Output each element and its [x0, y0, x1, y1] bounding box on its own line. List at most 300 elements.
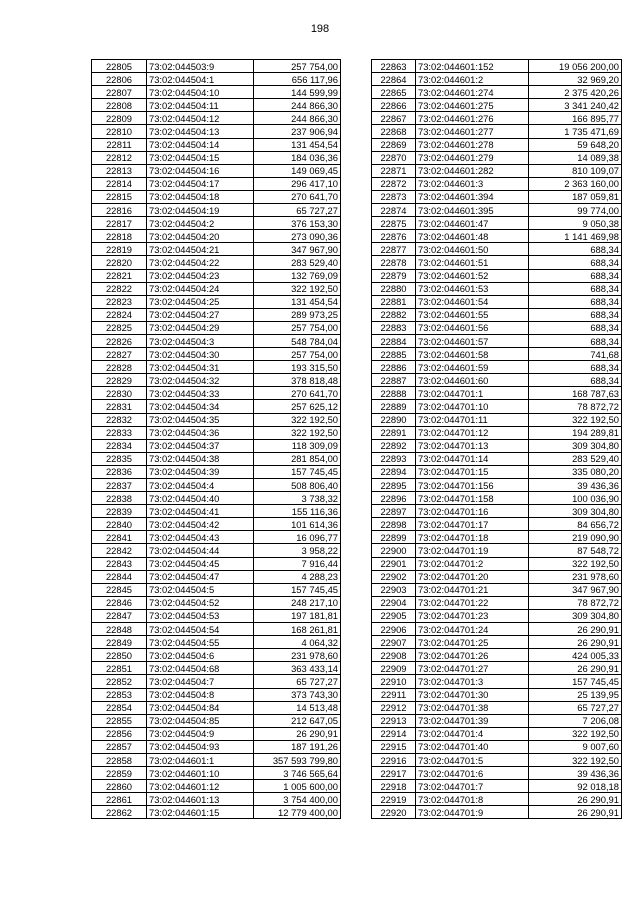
table-row	[372, 348, 622, 361]
table-row	[92, 452, 341, 465]
cadastral-number-cell: 73:02:044601:1	[147, 753, 254, 766]
cadastral-number-cell: 73:02:044504:30	[147, 348, 254, 361]
cadastral-number-cell: 73:02:044701:10	[416, 400, 529, 413]
row-number-cell: 22849	[92, 636, 147, 649]
value-cell: 322 192,50	[254, 413, 341, 426]
table-row	[372, 583, 622, 596]
table-row	[372, 269, 622, 282]
value-cell: 87 548,72	[529, 544, 622, 557]
row-number-cell: 22881	[372, 295, 416, 308]
value-cell: 3 754 400,00	[254, 793, 341, 806]
cadastral-number-cell: 73:02:044504:33	[147, 387, 254, 400]
cadastral-number-cell: 73:02:044701:17	[416, 518, 529, 531]
value-cell: 283 529,40	[529, 452, 622, 465]
cadastral-number-cell: 73:02:044701:40	[416, 740, 529, 753]
value-cell: 656 117,96	[254, 73, 341, 86]
row-number-cell: 22852	[92, 675, 147, 688]
table-row	[92, 544, 341, 557]
value-cell: 688,34	[529, 321, 622, 334]
table-row	[92, 204, 341, 217]
value-cell: 157 745,45	[254, 583, 341, 596]
table-row	[372, 308, 622, 321]
table-row	[372, 609, 622, 622]
table-row	[372, 623, 622, 636]
cadastral-number-cell: 73:02:044601:395	[416, 204, 529, 217]
value-cell: 26 290,91	[529, 623, 622, 636]
table-row	[372, 190, 622, 203]
cadastral-number-cell: 73:02:044504:1	[147, 73, 254, 86]
value-cell: 3 746 565,64	[254, 767, 341, 780]
row-number-cell: 22839	[92, 505, 147, 518]
value-cell: 688,34	[529, 269, 622, 282]
value-cell: 3 958,22	[254, 544, 341, 557]
table-row	[372, 544, 622, 557]
table-row	[92, 505, 341, 518]
table-row	[92, 780, 341, 793]
page-number: 198	[310, 23, 330, 35]
table-row	[92, 492, 341, 505]
value-cell: 4 288,23	[254, 570, 341, 583]
value-cell: 144 599,99	[254, 86, 341, 99]
table-row	[372, 112, 622, 125]
cadastral-number-cell: 73:02:044504:25	[147, 295, 254, 308]
cadastral-number-cell: 73:02:044504:16	[147, 164, 254, 177]
row-number-cell: 22885	[372, 348, 416, 361]
value-cell: 65 727,27	[254, 204, 341, 217]
value-cell: 347 967,90	[254, 243, 341, 256]
value-cell: 810 109,07	[529, 164, 622, 177]
row-number-cell: 22805	[92, 60, 147, 73]
row-number-cell: 22906	[372, 623, 416, 636]
cadastral-number-cell: 73:02:044601:55	[416, 308, 529, 321]
cadastral-number-cell: 73:02:044504:44	[147, 544, 254, 557]
value-cell: 168 787,63	[529, 387, 622, 400]
value-cell: 1 141 469,98	[529, 230, 622, 243]
cadastral-number-cell: 73:02:044601:57	[416, 334, 529, 347]
value-cell: 4 064,32	[254, 636, 341, 649]
cadastral-number-cell: 73:02:044504:85	[147, 714, 254, 727]
value-cell: 309 304,80	[529, 505, 622, 518]
row-number-cell: 22835	[92, 452, 147, 465]
value-cell: 424 005,33	[529, 649, 622, 662]
table-row	[372, 806, 622, 819]
row-number-cell: 22834	[92, 439, 147, 452]
table-row	[372, 740, 622, 753]
row-number-cell: 22844	[92, 570, 147, 583]
table-row	[372, 125, 622, 138]
table-row	[92, 793, 341, 806]
table-row	[92, 727, 341, 740]
value-cell: 101 614,36	[254, 518, 341, 531]
table-row	[372, 727, 622, 740]
table-row	[372, 557, 622, 570]
table-row	[92, 570, 341, 583]
value-cell: 78 872,72	[529, 400, 622, 413]
row-number-cell: 22832	[92, 413, 147, 426]
cadastral-number-cell: 73:02:044601:278	[416, 138, 529, 151]
value-cell: 131 454,54	[254, 138, 341, 151]
row-number-cell: 22917	[372, 767, 416, 780]
row-number-cell: 22872	[372, 177, 416, 190]
row-number-cell: 22896	[372, 492, 416, 505]
table-row	[372, 151, 622, 164]
table-row	[92, 269, 341, 282]
cadastral-number-cell: 73:02:044601:58	[416, 348, 529, 361]
table-row	[372, 662, 622, 675]
table-row	[92, 649, 341, 662]
value-cell: 59 648,20	[529, 138, 622, 151]
cadastral-table-right	[371, 59, 622, 819]
cadastral-number-cell: 73:02:044701:158	[416, 492, 529, 505]
value-cell: 2 375 420,26	[529, 86, 622, 99]
row-number-cell: 22815	[92, 190, 147, 203]
cadastral-number-cell: 73:02:044601:3	[416, 177, 529, 190]
table-row	[92, 217, 341, 230]
value-cell: 84 656,72	[529, 518, 622, 531]
row-number-cell: 22858	[92, 753, 147, 766]
row-number-cell: 22825	[92, 321, 147, 334]
table-row	[92, 740, 341, 753]
row-number-cell: 22822	[92, 282, 147, 295]
row-number-cell: 22819	[92, 243, 147, 256]
cadastral-number-cell: 73:02:044701:6	[416, 767, 529, 780]
cadastral-number-cell: 73:02:044601:15	[147, 806, 254, 819]
row-number-cell: 22899	[372, 531, 416, 544]
row-number-cell: 22854	[92, 701, 147, 714]
table-row	[372, 675, 622, 688]
value-cell: 309 304,80	[529, 439, 622, 452]
table-row	[372, 230, 622, 243]
cadastral-number-cell: 73:02:044601:2	[416, 73, 529, 86]
cadastral-number-cell: 73:02:044504:34	[147, 400, 254, 413]
cadastral-number-cell: 73:02:044504:5	[147, 583, 254, 596]
table-row	[92, 230, 341, 243]
cadastral-number-cell: 73:02:044504:24	[147, 282, 254, 295]
row-number-cell: 22877	[372, 243, 416, 256]
row-number-cell: 22889	[372, 400, 416, 413]
row-number-cell: 22810	[92, 125, 147, 138]
table-row	[372, 321, 622, 334]
row-number-cell: 22860	[92, 780, 147, 793]
value-cell: 14 513,48	[254, 701, 341, 714]
row-number-cell: 22909	[372, 662, 416, 675]
row-number-cell: 22880	[372, 282, 416, 295]
row-number-cell: 22809	[92, 112, 147, 125]
value-cell: 378 818,48	[254, 374, 341, 387]
value-cell: 244 866,30	[254, 112, 341, 125]
row-number-cell: 22824	[92, 308, 147, 321]
cadastral-number-cell: 73:02:044504:31	[147, 361, 254, 374]
table-row	[92, 767, 341, 780]
cadastral-number-cell: 73:02:044701:16	[416, 505, 529, 518]
cadastral-number-cell: 73:02:044601:56	[416, 321, 529, 334]
row-number-cell: 22878	[372, 256, 416, 269]
row-number-cell: 22907	[372, 636, 416, 649]
cadastral-number-cell: 73:02:044601:50	[416, 243, 529, 256]
row-number-cell: 22812	[92, 151, 147, 164]
table-row	[92, 361, 341, 374]
table-row	[92, 387, 341, 400]
value-cell: 309 304,80	[529, 609, 622, 622]
cadastral-number-cell: 73:02:044701:39	[416, 714, 529, 727]
value-cell: 118 309,09	[254, 439, 341, 452]
table-row	[92, 426, 341, 439]
row-number-cell: 22850	[92, 649, 147, 662]
row-number-cell: 22897	[372, 505, 416, 518]
value-cell: 149 069,45	[254, 164, 341, 177]
table-row	[92, 413, 341, 426]
value-cell: 219 090,90	[529, 531, 622, 544]
table-row	[372, 767, 622, 780]
value-cell: 9 007,60	[529, 740, 622, 753]
cadastral-number-cell: 73:02:044504:40	[147, 492, 254, 505]
cadastral-number-cell: 73:02:044504:47	[147, 570, 254, 583]
value-cell: 92 018,18	[529, 780, 622, 793]
table-row	[372, 374, 622, 387]
table-row	[92, 479, 341, 492]
cadastral-number-cell: 73:02:044601:51	[416, 256, 529, 269]
cadastral-number-cell: 73:02:044504:68	[147, 662, 254, 675]
row-number-cell: 22898	[372, 518, 416, 531]
table-row	[92, 714, 341, 727]
row-number-cell: 22829	[92, 374, 147, 387]
cadastral-number-cell: 73:02:044701:2	[416, 557, 529, 570]
table-row	[92, 688, 341, 701]
table-row	[92, 138, 341, 151]
value-cell: 688,34	[529, 361, 622, 374]
table-row	[372, 204, 622, 217]
row-number-cell: 22845	[92, 583, 147, 596]
value-cell: 168 261,81	[254, 623, 341, 636]
cadastral-number-cell: 73:02:044601:60	[416, 374, 529, 387]
row-number-cell: 22905	[372, 609, 416, 622]
row-number-cell: 22863	[372, 60, 416, 73]
row-number-cell: 22870	[372, 151, 416, 164]
row-number-cell: 22859	[92, 767, 147, 780]
row-number-cell: 22851	[92, 662, 147, 675]
row-number-cell: 22874	[372, 204, 416, 217]
row-number-cell: 22846	[92, 596, 147, 609]
value-cell: 289 973,25	[254, 308, 341, 321]
cadastral-number-cell: 73:02:044601:276	[416, 112, 529, 125]
value-cell: 1 735 471,69	[529, 125, 622, 138]
value-cell: 257 754,00	[254, 348, 341, 361]
row-number-cell: 22904	[372, 596, 416, 609]
table-row	[92, 675, 341, 688]
table-row	[372, 492, 622, 505]
cadastral-number-cell: 73:02:044504:41	[147, 505, 254, 518]
cadastral-number-cell: 73:02:044504:52	[147, 596, 254, 609]
row-number-cell: 22840	[92, 518, 147, 531]
row-number-cell: 22894	[372, 465, 416, 478]
value-cell: 187 059,81	[529, 190, 622, 203]
cadastral-number-cell: 73:02:044601:282	[416, 164, 529, 177]
value-cell: 322 192,50	[254, 282, 341, 295]
cadastral-number-cell: 73:02:044504:54	[147, 623, 254, 636]
value-cell: 322 192,50	[529, 753, 622, 766]
row-number-cell: 22888	[372, 387, 416, 400]
value-cell: 194 289,81	[529, 426, 622, 439]
cadastral-number-cell: 73:02:044701:11	[416, 413, 529, 426]
value-cell: 16 096,77	[254, 531, 341, 544]
table-row	[372, 452, 622, 465]
table-row	[372, 334, 622, 347]
table-row	[92, 636, 341, 649]
table-row	[92, 596, 341, 609]
table-row	[372, 753, 622, 766]
value-cell: 270 641,70	[254, 190, 341, 203]
row-number-cell: 22833	[92, 426, 147, 439]
table-row	[92, 806, 341, 819]
table-row	[92, 583, 341, 596]
cadastral-number-cell: 73:02:044701:18	[416, 531, 529, 544]
value-cell: 65 727,27	[254, 675, 341, 688]
table-row	[372, 99, 622, 112]
cadastral-number-cell: 73:02:044701:27	[416, 662, 529, 675]
row-number-cell: 22826	[92, 334, 147, 347]
row-number-cell: 22838	[92, 492, 147, 505]
cadastral-number-cell: 73:02:044701:7	[416, 780, 529, 793]
row-number-cell: 22820	[92, 256, 147, 269]
value-cell: 14 089,38	[529, 151, 622, 164]
cadastral-number-cell: 73:02:044504:35	[147, 413, 254, 426]
row-number-cell: 22811	[92, 138, 147, 151]
cadastral-number-cell: 73:02:044504:27	[147, 308, 254, 321]
cadastral-number-cell: 73:02:044701:3	[416, 675, 529, 688]
table-row	[92, 308, 341, 321]
table-row	[92, 60, 341, 73]
value-cell: 26 290,91	[529, 793, 622, 806]
table-row	[92, 623, 341, 636]
value-cell: 26 290,91	[529, 806, 622, 819]
table-row	[372, 701, 622, 714]
table-row	[92, 531, 341, 544]
cadastral-number-cell: 73:02:044504:2	[147, 217, 254, 230]
row-number-cell: 22861	[92, 793, 147, 806]
row-number-cell: 22875	[372, 217, 416, 230]
cadastral-number-cell: 73:02:044701:24	[416, 623, 529, 636]
value-cell: 347 967,90	[529, 583, 622, 596]
value-cell: 166 895,77	[529, 112, 622, 125]
row-number-cell: 22869	[372, 138, 416, 151]
cadastral-number-cell: 73:02:044504:32	[147, 374, 254, 387]
table-row	[372, 282, 622, 295]
value-cell: 257 754,00	[254, 321, 341, 334]
row-number-cell: 22884	[372, 334, 416, 347]
table-row	[92, 256, 341, 269]
row-number-cell: 22856	[92, 727, 147, 740]
value-cell: 197 181,81	[254, 609, 341, 622]
cadastral-number-cell: 73:02:044601:274	[416, 86, 529, 99]
table-row	[92, 609, 341, 622]
table-row	[372, 243, 622, 256]
table-row	[92, 334, 341, 347]
table-row	[92, 99, 341, 112]
cadastral-number-cell: 73:02:044504:37	[147, 439, 254, 452]
row-number-cell: 22873	[372, 190, 416, 203]
value-cell: 322 192,50	[529, 413, 622, 426]
table-row	[372, 426, 622, 439]
value-cell: 357 593 799,80	[254, 753, 341, 766]
cadastral-number-cell: 73:02:044504:7	[147, 675, 254, 688]
cadastral-number-cell: 73:02:044701:38	[416, 701, 529, 714]
cadastral-number-cell: 73:02:044701:12	[416, 426, 529, 439]
row-number-cell: 22895	[372, 479, 416, 492]
row-number-cell: 22876	[372, 230, 416, 243]
value-cell: 26 290,91	[529, 662, 622, 675]
table-row	[92, 190, 341, 203]
table-row	[92, 374, 341, 387]
table-row	[92, 125, 341, 138]
cadastral-number-cell: 73:02:044601:10	[147, 767, 254, 780]
table-row	[372, 217, 622, 230]
table-row	[372, 439, 622, 452]
row-number-cell: 22836	[92, 465, 147, 478]
value-cell: 688,34	[529, 256, 622, 269]
cadastral-number-cell: 73:02:044701:26	[416, 649, 529, 662]
value-cell: 688,34	[529, 282, 622, 295]
value-cell: 283 529,40	[254, 256, 341, 269]
cadastral-number-cell: 73:02:044504:8	[147, 688, 254, 701]
value-cell: 273 090,36	[254, 230, 341, 243]
value-cell: 25 139,95	[529, 688, 622, 701]
cadastral-number-cell: 73:02:044701:8	[416, 793, 529, 806]
cadastral-number-cell: 73:02:044504:3	[147, 334, 254, 347]
table-row	[372, 479, 622, 492]
value-cell: 155 116,36	[254, 505, 341, 518]
table-row	[372, 60, 622, 73]
table-row	[92, 73, 341, 86]
cadastral-number-cell: 73:02:044601:47	[416, 217, 529, 230]
table-row	[372, 465, 622, 478]
row-number-cell: 22855	[92, 714, 147, 727]
value-cell: 688,34	[529, 308, 622, 321]
value-cell: 99 774,00	[529, 204, 622, 217]
table-row	[372, 714, 622, 727]
table-row	[372, 596, 622, 609]
value-cell: 39 436,36	[529, 479, 622, 492]
row-number-cell: 22886	[372, 361, 416, 374]
value-cell: 548 784,04	[254, 334, 341, 347]
row-number-cell: 22893	[372, 452, 416, 465]
table-row	[372, 636, 622, 649]
value-cell: 688,34	[529, 295, 622, 308]
row-number-cell: 22902	[372, 570, 416, 583]
table-row	[372, 295, 622, 308]
row-number-cell: 22813	[92, 164, 147, 177]
value-cell: 7 206,08	[529, 714, 622, 727]
cadastral-number-cell: 73:02:044504:6	[147, 649, 254, 662]
value-cell: 2 363 160,00	[529, 177, 622, 190]
row-number-cell: 22920	[372, 806, 416, 819]
row-number-cell: 22853	[92, 688, 147, 701]
row-number-cell: 22912	[372, 701, 416, 714]
cadastral-number-cell: 73:02:044504:21	[147, 243, 254, 256]
value-cell: 78 872,72	[529, 596, 622, 609]
cadastral-number-cell: 73:02:044504:4	[147, 479, 254, 492]
cadastral-number-cell: 73:02:044701:21	[416, 583, 529, 596]
cadastral-number-cell: 73:02:044504:19	[147, 204, 254, 217]
cadastral-number-cell: 73:02:044601:12	[147, 780, 254, 793]
row-number-cell: 22879	[372, 269, 416, 282]
row-number-cell: 22841	[92, 531, 147, 544]
value-cell: 281 854,00	[254, 452, 341, 465]
value-cell: 3 341 240,42	[529, 99, 622, 112]
table-row	[92, 400, 341, 413]
row-number-cell: 22887	[372, 374, 416, 387]
cadastral-number-cell: 73:02:044504:20	[147, 230, 254, 243]
value-cell: 688,34	[529, 243, 622, 256]
